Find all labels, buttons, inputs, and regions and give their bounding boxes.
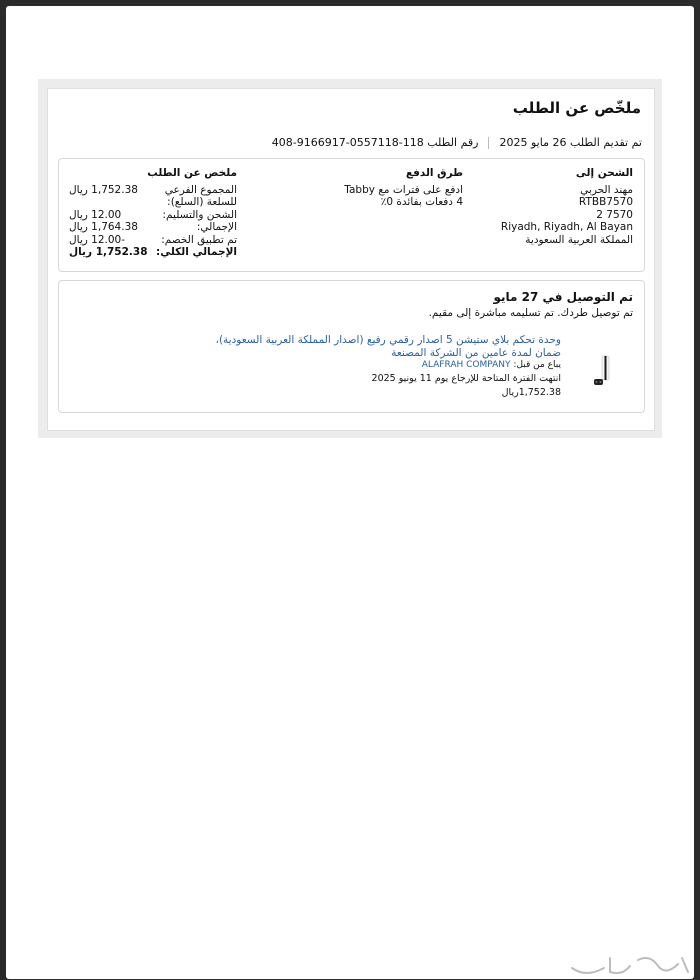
summary-value: 1,752.38 ريال — [69, 246, 148, 258]
product-title-link-line2[interactable]: ضمان لمدة عامين من الشركة المصنعة — [391, 346, 561, 359]
summary-value: 12.00 ريال — [69, 208, 122, 221]
summary-section — [69, 167, 237, 259]
product-price: 1,752.38ريال — [501, 387, 561, 398]
shipping-code: RTBB7570 — [578, 196, 633, 208]
return-window-note: انتهت الفترة المتاحة للإرجاع يوم 11 يونيو 2025 — [371, 372, 561, 384]
order-summary-card — [47, 88, 655, 431]
order-meta — [272, 136, 642, 149]
order-details-box — [58, 158, 645, 272]
shipping-heading: الشحن إلى — [575, 167, 633, 179]
summary-row-total — [69, 221, 237, 234]
seller-line — [201, 359, 561, 372]
shipping-name: مهند الحربي — [580, 183, 633, 196]
summary-row-subtotal — [69, 184, 237, 209]
console-image[interactable] — [593, 355, 615, 389]
summary-label: المجموع الفرعي للسلعة (السلع): — [164, 183, 237, 208]
summary-value: 1,752.38 ريال — [69, 183, 138, 196]
watermark-logo — [566, 950, 696, 980]
payment-installments: 4 دفعات بفائدة 0٪ — [380, 196, 463, 208]
summary-heading: ملخص عن الطلب — [147, 167, 237, 179]
order-number: رقم الطلب 118-0557118-9166917-408 — [271, 136, 479, 149]
summary-row-discount — [69, 234, 237, 247]
summary-label: تم تطبيق الخصم: — [161, 233, 237, 246]
delivery-subtitle: تم توصيل طردك. تم تسليمه مباشرة إلى مقيم. — [428, 307, 633, 319]
shipping-number: 7570 2 — [596, 208, 633, 221]
shipping-section — [483, 167, 633, 246]
order-frame — [38, 79, 662, 438]
summary-label: الإجمالي الكلي: — [156, 246, 237, 258]
delivery-box — [58, 280, 645, 413]
meta-divider — [488, 137, 489, 149]
summary-value: 1,764.38 ريال — [69, 221, 138, 233]
summary-label: الشحن والتسليم: — [162, 208, 237, 221]
page-title: ملخّص عن الطلب — [512, 99, 641, 117]
summary-row-grand-total — [69, 246, 237, 259]
payment-method: ادفع على فترات مع Tabby — [344, 183, 463, 196]
delivery-title: تم التوصيل في 27 مايو — [493, 290, 633, 304]
payment-section — [313, 167, 463, 209]
product-info — [201, 334, 561, 400]
summary-value: -12.00 ريال — [69, 233, 126, 246]
seller-link[interactable]: ALAFRAH COMPANY — [421, 360, 511, 370]
shipping-country: المملكة العربية السعودية — [525, 233, 633, 246]
shipping-city: Riyadh, Riyadh, Al Bayan — [500, 221, 633, 233]
order-placed-date: تم تقديم الطلب 26 مايو 2025 — [499, 136, 642, 149]
product-title-link[interactable]: وحدة تحكم بلاي ستيشن 5 اصدار رقمي رفيع (اصدار المملكة العربية السعودية)، — [215, 334, 561, 346]
summary-row-shipping — [69, 209, 237, 222]
summary-label: الإجمالي: — [196, 221, 237, 233]
document-page — [6, 6, 694, 979]
payment-heading: طرق الدفع — [405, 167, 463, 179]
sold-by-label: يباع من قبل: — [513, 360, 561, 370]
